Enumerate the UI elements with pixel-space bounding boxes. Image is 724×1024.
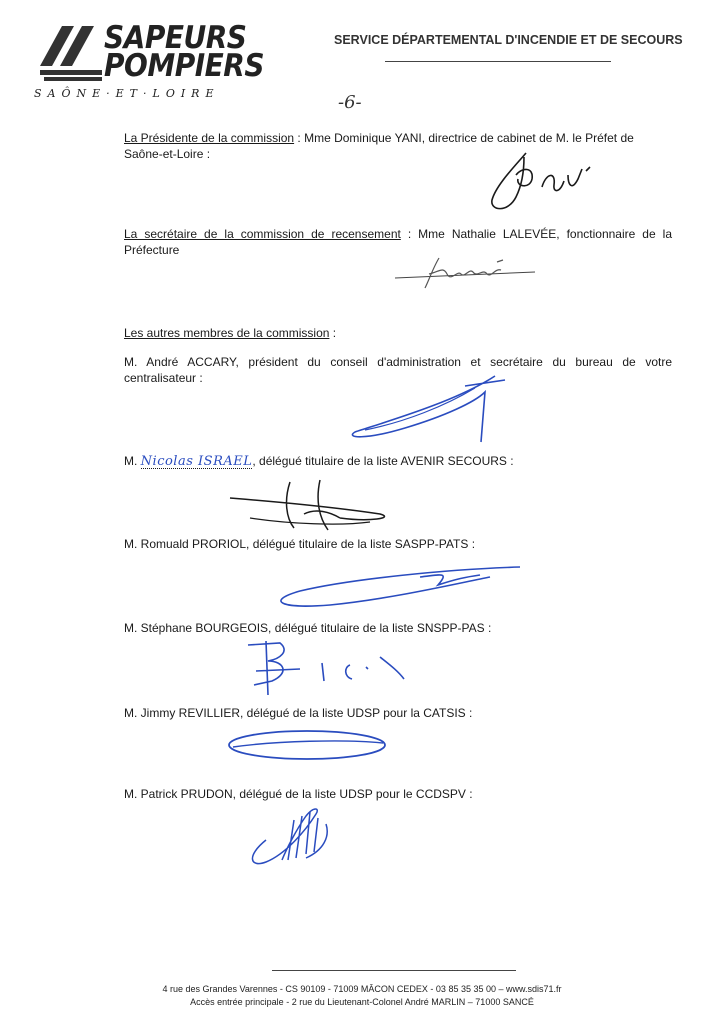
bourgeois-signature (240, 637, 420, 699)
member-israel-prefix: M. (124, 454, 141, 468)
accary-signature (345, 372, 515, 447)
president-text-line2: Saône-et-Loire : (124, 147, 211, 161)
others-heading-line (124, 325, 336, 341)
logo-text-pompiers: POMPIERS (104, 47, 264, 84)
member-accary: M. André ACCARY, président du conseil d'administration et secrétaire du bureau de votre centralisateur : (124, 355, 672, 385)
president-text-line1: : Mme Dominique YANI, directrice de cabinet de M. le Préfet de (294, 131, 634, 145)
others-heading-suffix: : (329, 326, 337, 340)
revillier-signature (225, 725, 395, 765)
footer-address: 4 rue des Grandes Varennes - CS 90109 - 71009 MÂCON CEDEX - 03 85 35 35 00 – www.sdis71.fr (162, 984, 562, 994)
prudon-signature (236, 800, 346, 870)
member-israel-suffix: , délégué titulaire de la liste AVENIR SECOURS : (252, 454, 514, 468)
secretary-text: : Mme Nathalie LALEVÉE, fonctionnaire de la Préfecture (124, 227, 672, 257)
israel-signature (220, 478, 400, 533)
member-proriol: M. Romuald PRORIOL, délégué titulaire de la liste SASPP-PATS : (124, 537, 476, 551)
proriol-signature (270, 555, 530, 615)
president-role: La Présidente de la commission (124, 131, 295, 145)
service-title: SERVICE DÉPARTEMENTAL D'INCENDIE ET DE SECOURS (334, 33, 683, 47)
secretary-role: La secrétaire de la commission de recensement (124, 227, 401, 241)
member-prudon: M. Patrick PRUDON, délégué de la liste UDSP pour le CCDSPV : (124, 787, 473, 801)
member-bourgeois: M. Stéphane BOURGEOIS, délégué titulaire de la liste SNSPP-PAS : (124, 621, 492, 635)
president-signature (486, 145, 606, 215)
member-israel-line (124, 453, 514, 470)
secretary-signature (395, 252, 545, 292)
member-revillier: M. Jimmy REVILLIER, délégué de la liste UDSP pour la CATSIS : (124, 706, 473, 720)
others-heading: Les autres membres de la commission (124, 326, 330, 340)
footer-divider (272, 970, 516, 971)
member-israel-handwritten-name: Nicolas ISRAEL (140, 454, 253, 469)
logo-subtitle: SAÔNE·ET·LOIRE (34, 87, 220, 100)
logo-text-sapeurs: SAPEURS (104, 19, 247, 56)
page-number: -6- (338, 92, 362, 113)
footer-access: Accès entrée principale - 2 rue du Lieutenant-Colonel André MARLIN – 71000 SANCÉ (190, 997, 534, 1007)
header-divider (385, 61, 611, 62)
